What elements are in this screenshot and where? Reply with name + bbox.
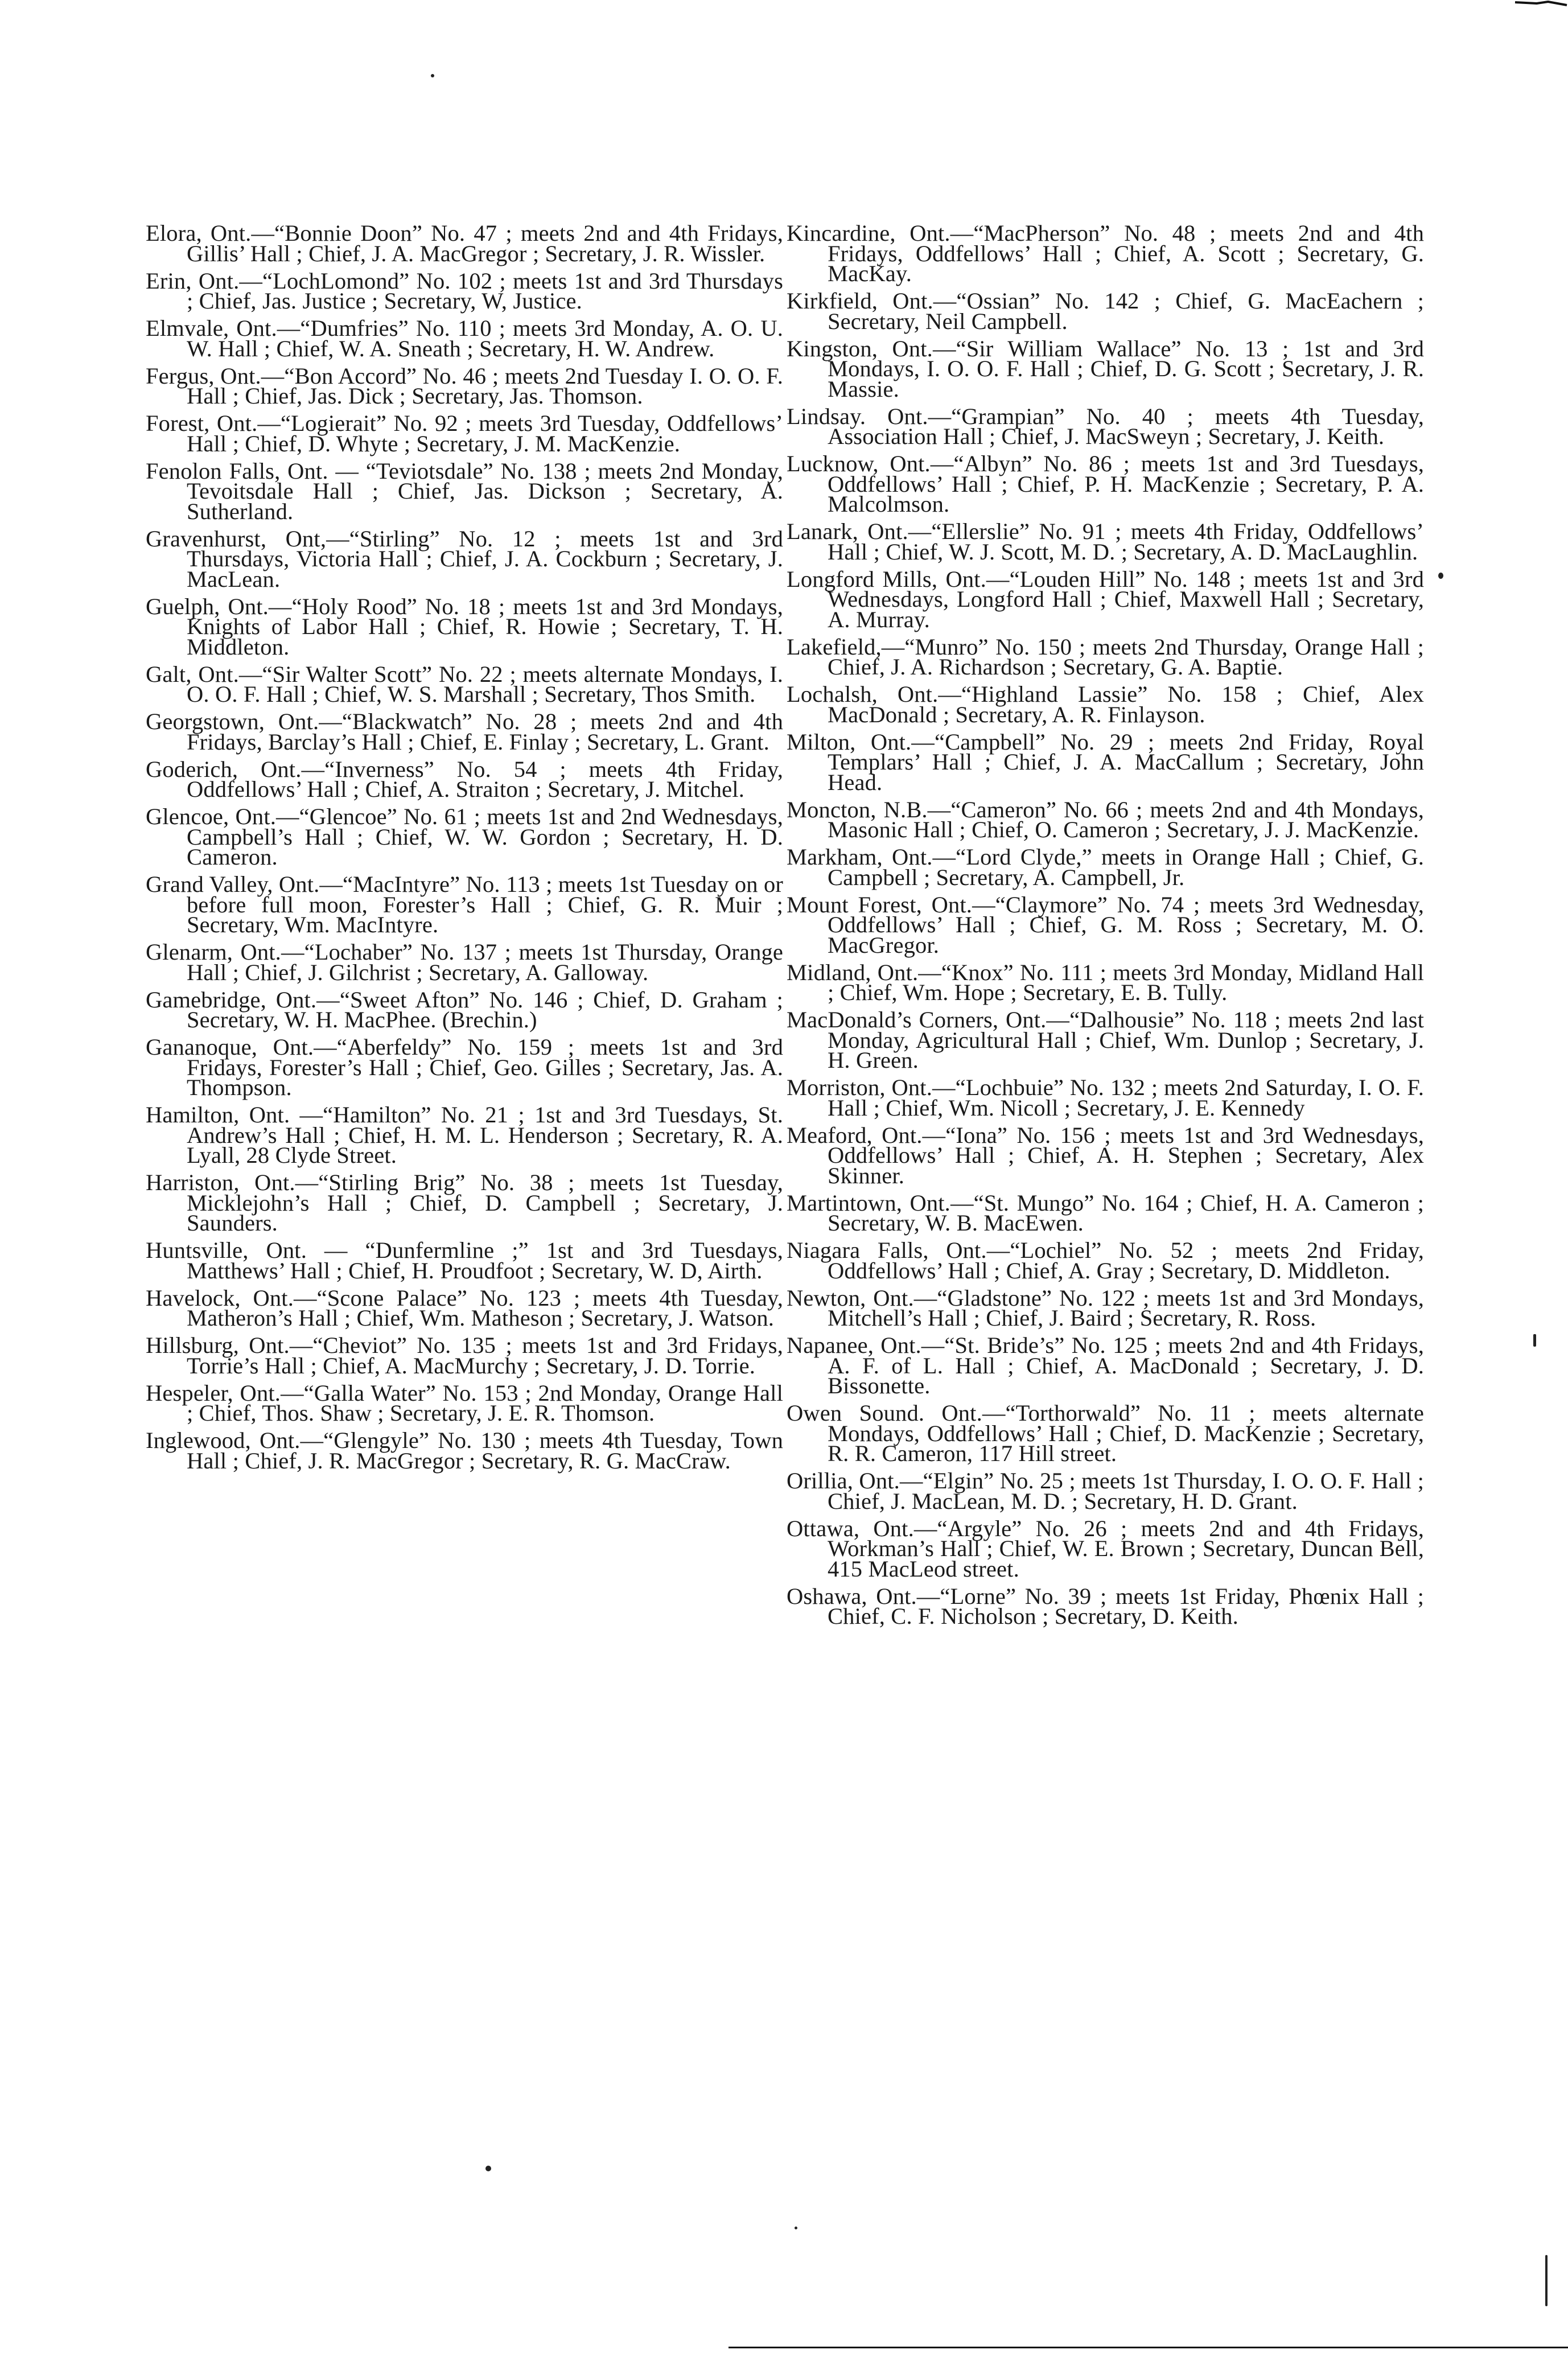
entry-lucknow: Lucknow, Ont.—“Albyn” No. 86 ; meets 1st and 3rd Tuesdays, Oddfellows’ Hall ; Chief, P. H. MacKenzie ; Secretary, P. A. Malcolmson. bbox=[787, 451, 1424, 517]
entry-newton: Newton, Ont.—“Gladstone” No. 122 ; meets 1st and 3rd Mondays, Mitchell’s Hall ; Chief, J. Baird ; Secretary, R. Ross. bbox=[787, 1285, 1424, 1331]
entry-inglewood: Inglewood, Ont.—“Glengyle” No. 130 ; meets 4th Tuesday, Town Hall ; Chief, J. R. MacGregor ; Secretary, R. G. MacCraw. bbox=[146, 1427, 783, 1474]
entry-oshawa: Oshawa, Ont.—“Lorne” No. 39 ; meets 1st Friday, Phœnix Hall ; Chief, C. F. Nicholson ; Secretary, D. Keith. bbox=[787, 1583, 1424, 1629]
entry-hamilton: Hamilton, Ont. —“Hamilton” No. 21 ; 1st and 3rd Tuesdays, St. Andrew’s Hall ; Chief, H. M. L. Henderson ; Secretary, R. A. Lyall, 28 Clyde Street. bbox=[146, 1102, 783, 1168]
entry-milton: Milton, Ont.—“Campbell” No. 29 ; meets 2nd Friday, Royal Templars’ Hall ; Chief, J. A. MacCallum ; Secretary, John Head. bbox=[787, 729, 1424, 795]
entry-orillia: Orillia, Ont.—“Elgin” No. 25 ; meets 1st Thursday, I. O. O. F. Hall ; Chief, J. MacLean, M. D. ; Secretary, H. D. Grant. bbox=[787, 1468, 1424, 1514]
ink-speck bbox=[431, 74, 434, 77]
entry-glenarm: Glenarm, Ont.—“Lochaber” No. 137 ; meets 1st Thursday, Orange Hall ; Chief, J. Gilchrist ; Secretary, A. Galloway. bbox=[146, 939, 783, 985]
entry-ottawa: Ottawa, Ont.—“Argyle” No. 26 ; meets 2nd and 4th Fridays, Workman’s Hall ; Chief, W. E. Brown ; Secretary, Duncan Bell, 415 MacLeod street. bbox=[787, 1515, 1424, 1582]
entry-meaford: Meaford, Ont.—“Iona” No. 156 ; meets 1st and 3rd Wednesdays, Oddfellows’ Hall ; Chief, A. H. Stephen ; Secretary, Alex Skinner. bbox=[787, 1122, 1424, 1188]
entry-kingston: Kingston, Ont.—“Sir William Wallace” No. 13 ; 1st and 3rd Mondays, I. O. O. F. Hall ; Chief, D. G. Scott ; Secretary, J. R. Massie. bbox=[787, 335, 1424, 402]
entry-hillsburg: Hillsburg, Ont.—“Cheviot” No. 135 ; meets 1st and 3rd Fridays, Torrie’s Hall ; Chief, A. MacMurchy ; Secretary, J. D. Torrie. bbox=[146, 1332, 783, 1378]
entry-goderich: Goderich, Ont.—“Inverness” No. 54 ; meets 4th Friday, Oddfellows’ Hall ; Chief, A. Straiton ; Secretary, J. Mitchel. bbox=[146, 756, 783, 802]
entry-lanark: Lanark, Ont.—“Ellerslie” No. 91 ; meets 4th Friday, Oddfellows’ Hall ; Chief, W. J. Scott, M. D. ; Secretary, A. D. MacLaughlin. bbox=[787, 519, 1424, 565]
entry-niagara-falls: Niagara Falls, Ont.—“Lochiel” No. 52 ; meets 2nd Friday, Oddfellows’ Hall ; Chief, A. Gray ; Secretary, D. Middleton. bbox=[787, 1237, 1424, 1283]
ink-speck bbox=[485, 2166, 491, 2171]
entry-huntsville: Huntsville, Ont. — “Dunfermline ;” 1st and 3rd Tuesdays, Matthews’ Hall ; Chief, H. Proudfoot ; Secretary, W. D, Airth. bbox=[146, 1237, 783, 1283]
entry-owen-sound: Owen Sound. Ont.—“Torthorwald” No. 11 ; meets alternate Mondays, Oddfellows’ Hall ; Chief, D. MacKenzie ; Secretary, R. R. Cameron, 117 Hill street. bbox=[787, 1400, 1424, 1466]
entry-georgstown: Georgstown, Ont.—“Blackwatch” No. 28 ; meets 2nd and 4th Fridays, Barclay’s Hall ; Chief, E. Finlay ; Secretary, L. Grant. bbox=[146, 709, 783, 755]
entry-morriston: Morriston, Ont.—“Lochbuie” No. 132 ; meets 2nd Saturday, I. O. F. Hall ; Chief, Wm. Nicoll ; Secretary, J. E. Kennedy bbox=[787, 1075, 1424, 1121]
entry-guelph: Guelph, Ont.—“Holy Rood” No. 18 ; meets 1st and 3rd Mondays, Knights of Labor Hall ; Chief, R. Howie ; Secretary, T. H. Middleton. bbox=[146, 593, 783, 660]
ink-speck bbox=[795, 2227, 797, 2229]
scan-corner-mark bbox=[1514, 0, 1568, 8]
entry-harriston: Harriston, Ont.—“Stirling Brig” No. 38 ; meets 1st Tuesday, Micklejohn’s Hall ; Chief, D. Campbell ; Secretary, J. Saunders. bbox=[146, 1170, 783, 1236]
entry-macdonalds-corners: MacDonald’s Corners, Ont.—“Dalhousie” No. 118 ; meets 2nd last Monday, Agricultural Hall ; Chief, Wm. Dunlop ; Secretary, J. H. Green. bbox=[787, 1007, 1424, 1073]
entry-havelock: Havelock, Ont.—“Scone Palace” No. 123 ; meets 4th Tuesday, Matheron’s Hall ; Chief, Wm. Matheson ; Secretary, J. Watson. bbox=[146, 1285, 783, 1331]
right-column bbox=[787, 220, 1424, 1633]
entry-elora: Elora, Ont.—“Bonnie Doon” No. 47 ; meets 2nd and 4th Fridays, Gillis’ Hall ; Chief, J. A. MacGregor ; Secretary, J. R. Wissler. bbox=[146, 220, 783, 266]
entry-lakefield: Lakefield,—“Munro” No. 150 ; meets 2nd Thursday, Orange Hall ; Chief, J. A. Richardson ; Secretary, G. A. Baptie. bbox=[787, 633, 1424, 680]
scan-bottom-edge bbox=[729, 2345, 1568, 2351]
entry-erin: Erin, Ont.—“LochLomond” No. 102 ; meets 1st and 3rd Thursdays ; Chief, Jas. Justice ; Secretary, W, Justice. bbox=[146, 268, 783, 314]
entry-hespeler: Hespeler, Ont.—“Galla Water” No. 153 ; 2nd Monday, Orange Hall ; Chief, Thos. Shaw ; Secretary, J. E. R. Thomson. bbox=[146, 1380, 783, 1426]
entry-napanee: Napanee, Ont.—“St. Bride’s” No. 125 ; meets 2nd and 4th Fridays, A. F. of L. Hall ; Chief, A. MacDonald ; Secretary, J. D. Bissonette. bbox=[787, 1332, 1424, 1398]
entry-longford-mills: Longford Mills, Ont.—“Louden Hill” No. 148 ; meets 1st and 3rd Wednesdays, Longford Hall ; Chief, Maxwell Hall ; Secretary, A. Murray. bbox=[787, 566, 1424, 632]
entry-mount-forest: Mount Forest, Ont.—“Claymore” No. 74 ; meets 3rd Wednesday, Oddfellows’ Hall ; Chief, G. M. Ross ; Secretary, M. O. MacGregor. bbox=[787, 891, 1424, 958]
entry-kirkfield: Kirkfield, Ont.—“Ossian” No. 142 ; Chief, G. MacEachern ; Secretary, Neil Campbell. bbox=[787, 288, 1424, 334]
entry-lochalsh: Lochalsh, Ont.—“Highland Lassie” No. 158 ; Chief, Alex MacDonald ; Secretary, A. R. Finlayson. bbox=[787, 681, 1424, 727]
entry-glencoe: Glencoe, Ont.—“Glencoe” No. 61 ; meets 1st and 2nd Wednesdays, Campbell’s Hall ; Chief, W. W. Gordon ; Secretary, H. D. Cameron. bbox=[146, 804, 783, 870]
ink-speck bbox=[1438, 573, 1443, 579]
entry-gananoque: Gananoque, Ont.—“Aberfeldy” No. 159 ; meets 1st and 3rd Fridays, Forester’s Hall ; Chief, Geo. Gilles ; Secretary, Jas. A. Thompson. bbox=[146, 1034, 783, 1100]
entry-kincardine: Kincardine, Ont.—“MacPherson” No. 48 ; meets 2nd and 4th Fridays, Oddfellows’ Hall ; Chief, A. Scott ; Secretary, G. MacKay. bbox=[787, 220, 1424, 286]
entry-moncton: Moncton, N.B.—“Cameron” No. 66 ; meets 2nd and 4th Mondays, Masonic Hall ; Chief, O. Cameron ; Secretary, J. J. MacKenzie. bbox=[787, 796, 1424, 842]
ink-speck bbox=[1545, 2255, 1548, 2306]
entry-grand-valley: Grand Valley, Ont.—“MacIntyre” No. 113 ; meets 1st Tuesday on or before full moon, Forester’s Hall ; Chief, G. R. Muir ; Secretary, Wm. MacIntyre. bbox=[146, 871, 783, 937]
entry-gamebridge: Gamebridge, Ont.—“Sweet Afton” No. 146 ; Chief, D. Graham ; Secretary, W. H. MacPhee. (Brechin.) bbox=[146, 986, 783, 1032]
entry-lindsay: Lindsay. Ont.—“Grampian” No. 40 ; meets 4th Tuesday, Association Hall ; Chief, J. MacSweyn ; Secretary, J. Keith. bbox=[787, 403, 1424, 449]
entry-forest: Forest, Ont.—“Logierait” No. 92 ; meets 3rd Tuesday, Oddfellows’ Hall ; Chief, D. Whyte ; Secretary, J. M. MacKenzie. bbox=[146, 410, 783, 456]
entry-gravenhurst: Gravenhurst, Ont,—“Stirling” No. 12 ; meets 1st and 3rd Thursdays, Victoria Hall ; Chief, J. A. Cockburn ; Secretary, J. MacLean. bbox=[146, 525, 783, 592]
entry-markham: Markham, Ont.—“Lord Clyde,” meets in Orange Hall ; Chief, G. Campbell ; Secretary, A. Campbell, Jr. bbox=[787, 844, 1424, 890]
entry-midland: Midland, Ont.—“Knox” No. 111 ; meets 3rd Monday, Midland Hall ; Chief, Wm. Hope ; Secretary, E. B. Tully. bbox=[787, 959, 1424, 1005]
entry-galt: Galt, Ont.—“Sir Walter Scott” No. 22 ; meets alternate Mondays, I. O. O. F. Hall ; Chief, W. S. Marshall ; Secretary, Thos Smith. bbox=[146, 661, 783, 707]
entry-elmvale: Elmvale, Ont.—“Dumfries” No. 110 ; meets 3rd Monday, A. O. U. W. Hall ; Chief, W. A. Sneath ; Secretary, H. W. Andrew. bbox=[146, 315, 783, 361]
entry-fenolon-falls: Fenolon Falls, Ont. — “Teviotsdale” No. 138 ; meets 2nd Monday, Tevoitsdale Hall ; Chief, Jas. Dickson ; Secretary, A. Sutherland. bbox=[146, 458, 783, 524]
entry-fergus: Fergus, Ont.—“Bon Accord” No. 46 ; meets 2nd Tuesday I. O. O. F. Hall ; Chief, Jas. Dick ; Secretary, Jas. Thomson. bbox=[146, 363, 783, 409]
ink-speck bbox=[1533, 1334, 1536, 1347]
left-column bbox=[146, 220, 783, 1478]
entry-martintown: Martintown, Ont.—“St. Mungo” No. 164 ; Chief, H. A. Cameron ; Secretary, W. B. MacEwen. bbox=[787, 1190, 1424, 1236]
